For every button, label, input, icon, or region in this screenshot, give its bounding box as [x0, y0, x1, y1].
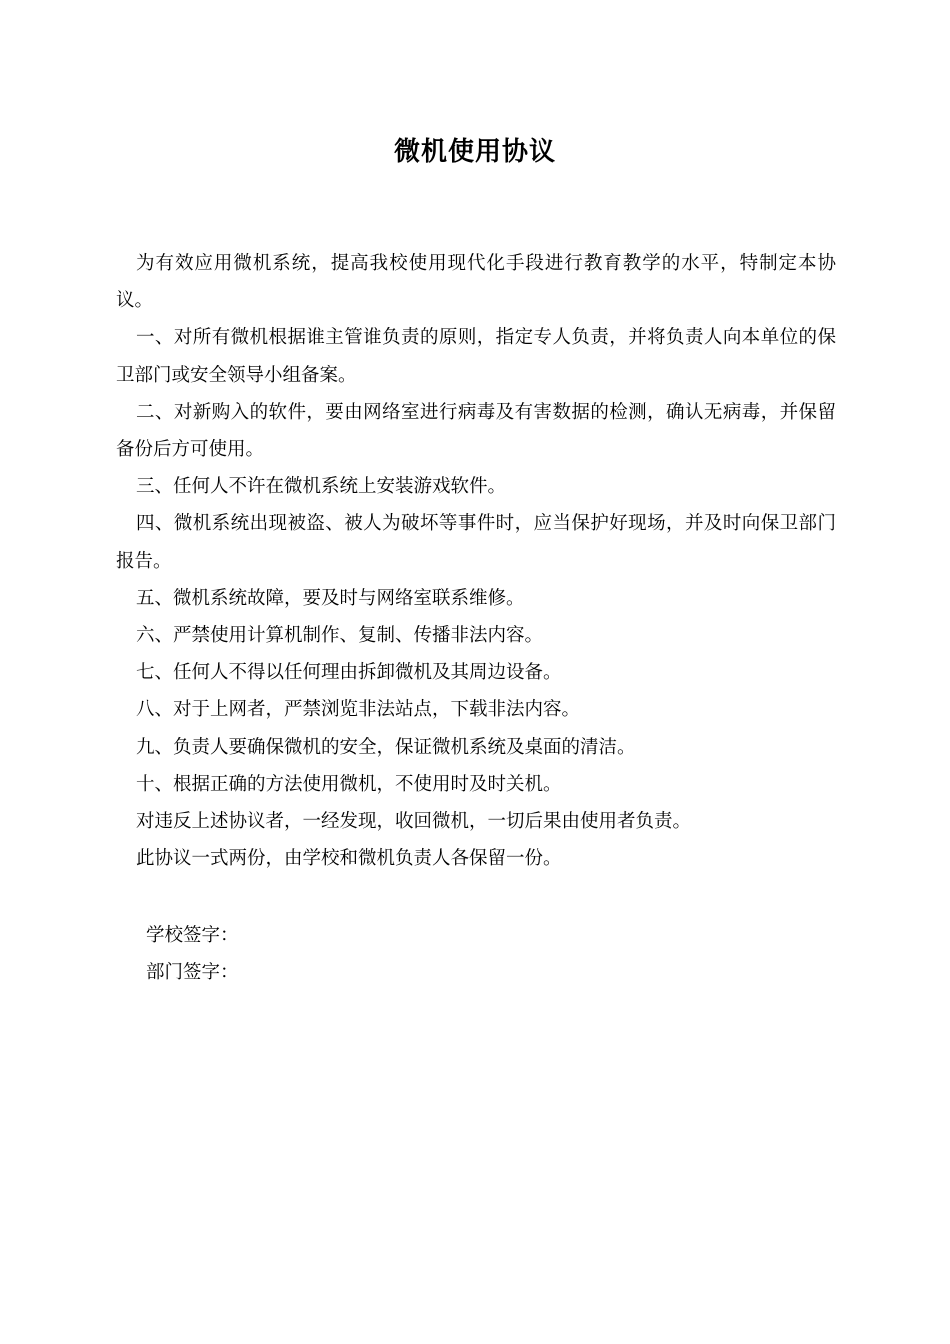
- document-title: 微机使用协议: [393, 137, 556, 167]
- intro-paragraph: 为有效应用微机系统，提高我校使用现代化手段进行教育教学的水平，特制定本协议。: [116, 253, 836, 312]
- clause-5: 五、微机系统故障，要及时与网络室联系维修。: [136, 587, 525, 609]
- clause-6: 六、严禁使用计算机制作、复制、传播非法内容。: [136, 625, 544, 647]
- clause-8: 八、对于上网者，严禁浏览非法站点，下载非法内容。: [136, 699, 581, 721]
- school-signature-line: [146, 917, 499, 954]
- violation-paragraph: 对违反上述协议者，一经发现，收回微机，一切后果由使用者负责。: [136, 811, 692, 833]
- clause-7: 七、任何人不得以任何理由拆卸微机及其周边设备。: [136, 662, 562, 684]
- signature-block: [146, 917, 499, 991]
- clause-3: 三、任何人不许在微机系统上安装游戏软件。: [136, 476, 507, 498]
- agreement-body: [116, 245, 836, 877]
- clause-2: 二、对新购入的软件，要由网络室进行病毒及有害数据的检测，确认无病毒，并保留备份后方可使用。: [116, 401, 836, 461]
- department-signature-field[interactable]: [239, 956, 499, 978]
- clause-1: 一、对所有微机根据谁主管谁负责的原则，指定专人负责，并将负责人向本单位的保卫部门或安全领导小组备案。: [116, 327, 836, 386]
- clause-10: 十、根据正确的方法使用微机，不使用时及时关机。: [136, 773, 562, 795]
- school-signature-label: 学校签字：: [146, 925, 239, 946]
- copies-paragraph: 此协议一式两份，由学校和微机负责人各保留一份。: [136, 848, 562, 870]
- department-signature-line: [146, 954, 499, 991]
- clause-9: 九、负责人要确保微机的安全，保证微机系统及桌面的清洁。: [136, 736, 636, 758]
- school-signature-field[interactable]: [239, 919, 499, 941]
- department-signature-label: 部门签字：: [146, 962, 239, 983]
- clause-4: 四、微机系统出现被盗、被人为破坏等事件时，应当保护好现场，并及时向保卫部门报告。: [116, 513, 836, 572]
